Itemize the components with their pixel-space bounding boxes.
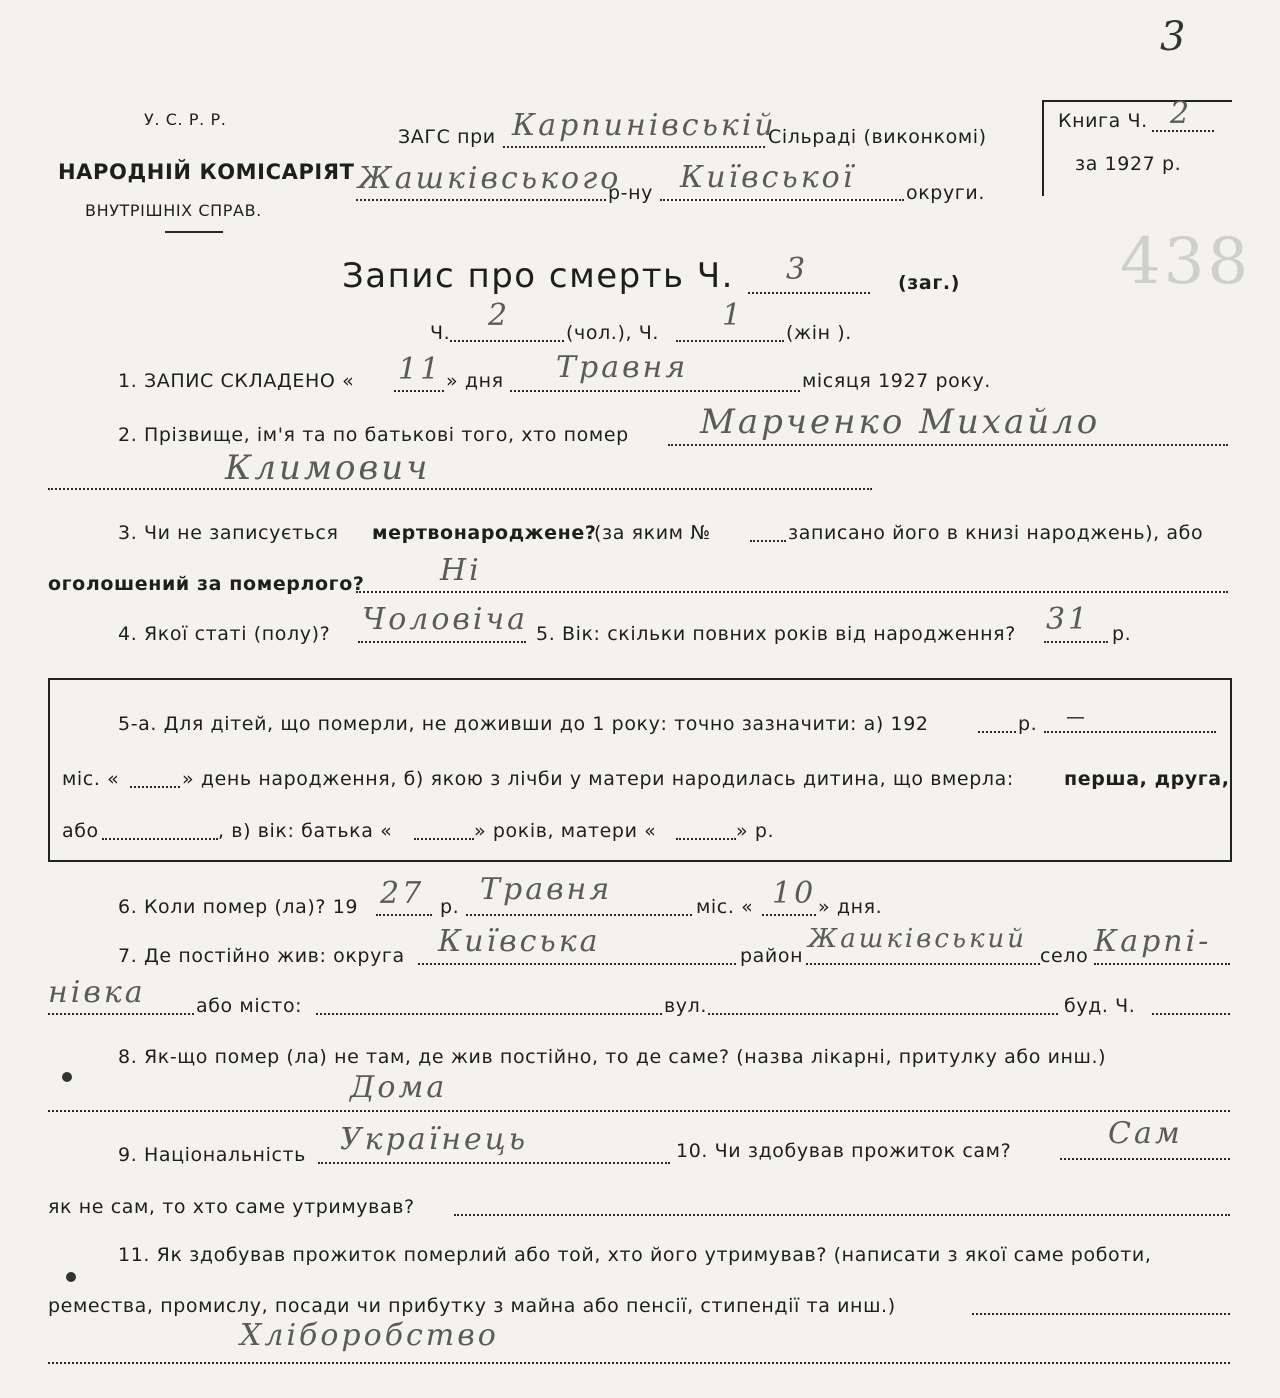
f10-self-line bbox=[1060, 1158, 1230, 1160]
female-count-handwriting: 1 bbox=[722, 298, 745, 333]
f7-okruha-handwriting: Київська bbox=[438, 924, 601, 959]
zags-prefix: ЗАГС при bbox=[398, 126, 496, 148]
f4-sex-line bbox=[358, 641, 526, 643]
f10-who-label: як не сам, то хто саме утримував? bbox=[48, 1196, 415, 1218]
zags-suffix: Сільраді (виконкомі) bbox=[768, 126, 987, 148]
f3-stillborn: мертвонароджене? bbox=[372, 522, 597, 544]
f3-answer-line bbox=[356, 591, 1228, 593]
f3-suffix: записано його в книзі народжень), або bbox=[788, 522, 1204, 544]
margin-pencil-number: 438 bbox=[1120, 225, 1252, 299]
f2-name-handwriting: Марченко Михайло bbox=[700, 402, 1101, 442]
f6-dnia: » дня. bbox=[818, 896, 883, 918]
record-number-handwriting: 3 bbox=[786, 252, 809, 287]
f2-name-line bbox=[668, 444, 1228, 446]
f5a-dash: — bbox=[1066, 706, 1086, 728]
female-label: (жін ). bbox=[786, 322, 852, 344]
f5a-r1: р. bbox=[1018, 713, 1038, 735]
f2-name2-handwriting: Климович bbox=[225, 448, 431, 488]
book-box-top bbox=[1042, 100, 1232, 102]
f5a-mother-line bbox=[676, 838, 736, 840]
f5a-abo: або bbox=[62, 820, 99, 842]
male-label: (чол.), Ч. bbox=[566, 322, 660, 344]
f10-self-handwriting: Сам bbox=[1108, 1116, 1183, 1151]
district-line bbox=[356, 199, 606, 201]
f1-day-line bbox=[394, 390, 444, 392]
f3-mid: (за яким № bbox=[594, 522, 711, 544]
f4-sex-handwriting: Чоловіча bbox=[362, 602, 529, 637]
f1-suffix: місяця 1927 року. bbox=[802, 370, 991, 392]
f9-nat-handwriting: Українець bbox=[340, 1122, 529, 1157]
f2-name-line-2 bbox=[48, 488, 872, 490]
f1-mid: » дня bbox=[446, 370, 504, 392]
male-count-handwriting: 2 bbox=[488, 298, 511, 333]
f6-mis: міс. « bbox=[696, 896, 754, 918]
f9-label: 9. Національність bbox=[118, 1144, 306, 1166]
f6-day-handwriting: 10 bbox=[772, 876, 817, 911]
book-year: за 1927 р. bbox=[1075, 153, 1182, 175]
f10-who-line bbox=[454, 1214, 1230, 1216]
f7-label: 7. Де постійно жив: округа bbox=[118, 945, 405, 967]
f7-raion-line bbox=[806, 963, 1040, 965]
f5a-year-line bbox=[978, 731, 1016, 733]
f6-year-handwriting: 27 bbox=[380, 876, 425, 911]
f7-selo-handwriting: Карпі- bbox=[1094, 924, 1212, 959]
okruha-handwriting: Київської bbox=[680, 160, 856, 195]
f5a-day-line bbox=[130, 786, 180, 788]
f7-selo-line bbox=[1094, 963, 1230, 965]
f8-label: 8. Як-що помер (ла) не там, де жив постійно, то де саме? (назва лікарні, притулку або инш.) bbox=[118, 1046, 1107, 1068]
rnu-label: р-ну bbox=[608, 182, 653, 204]
record-number-line bbox=[748, 292, 870, 294]
header-divider bbox=[165, 231, 223, 233]
f7-okruha-line bbox=[418, 963, 736, 965]
f3-number-line bbox=[750, 540, 786, 542]
book-number-handwriting: 2 bbox=[1170, 96, 1193, 131]
punch-hole-mark bbox=[62, 1072, 72, 1082]
f7-selo-line-2 bbox=[48, 1013, 194, 1015]
f7-abo-misto: або місто: bbox=[196, 995, 303, 1017]
f7-vul: вул. bbox=[664, 995, 708, 1017]
f2-label: 2. Прізвище, ім'я та по батькові того, хто помер bbox=[118, 424, 629, 446]
f11-answer-line bbox=[972, 1313, 1230, 1315]
f11-line2: ремества, промислу, посади чи прибутку з майна або пенсії, стипендії та инш.) bbox=[48, 1295, 896, 1317]
f6-month-line bbox=[466, 914, 692, 916]
f9-nat-line bbox=[318, 1162, 670, 1164]
f5a-line3a: , в) вік: батька « bbox=[218, 820, 393, 842]
ch-label: Ч. bbox=[430, 322, 451, 344]
book-label: Книга Ч. bbox=[1058, 110, 1148, 132]
f5-age-line bbox=[1044, 641, 1108, 643]
zags-village-line bbox=[503, 146, 765, 148]
f1-day-handwriting: 11 bbox=[398, 352, 443, 387]
corner-page-number: 3 bbox=[1160, 14, 1189, 60]
f3-answer-handwriting: Ні bbox=[440, 553, 482, 588]
f5a-line1: 5-а. Для дітей, що померли, не доживши до 1 року: точно зазначити: а) 192 bbox=[118, 713, 929, 735]
f3-declared: оголошений за померлого? bbox=[48, 573, 365, 595]
f5-age-label: 5. Вік: скільки повних років від народження? bbox=[536, 623, 1016, 645]
punch-hole-mark bbox=[66, 1272, 76, 1282]
f1-prefix: 1. ЗАПИС СКЛАДЕНО « bbox=[118, 370, 355, 392]
f5a-first: перша, друга, bbox=[1064, 768, 1230, 790]
f5a-order-line bbox=[102, 838, 218, 840]
f5a-line2: » день народження, б) якою з лічби у матери народилась дитина, що вмерла: bbox=[182, 768, 1014, 790]
f11-line1: 11. Як здобував прожиток померлий або той, хто його утримував? (написати з якої саме роботи, bbox=[118, 1244, 1152, 1266]
republic-label: У. С. Р. Р. bbox=[144, 110, 227, 129]
f7-selo2-handwriting: нівка bbox=[48, 975, 146, 1010]
f6-label: 6. Коли помер (ла)? 19 bbox=[118, 896, 359, 918]
f7-raion-handwriting: Жашківський bbox=[808, 924, 1028, 954]
f5-r-label: р. bbox=[1112, 623, 1132, 645]
f11-answer-line-2 bbox=[48, 1362, 1230, 1364]
book-box-border bbox=[1042, 100, 1044, 196]
f7-misto-line bbox=[316, 1013, 662, 1015]
f5a-line3c: » р. bbox=[736, 820, 775, 842]
f5a-month-line bbox=[1044, 731, 1216, 733]
f7-raion: район bbox=[740, 945, 804, 967]
f10-label: 10. Чи здобував прожиток сам? bbox=[676, 1140, 1012, 1162]
f4-label: 4. Якої статі (полу)? bbox=[118, 623, 331, 645]
female-count-line bbox=[676, 340, 784, 342]
f7-bud: буд. Ч. bbox=[1064, 995, 1136, 1017]
f7-bud-line bbox=[1152, 1013, 1230, 1015]
f1-month-handwriting: Травня bbox=[556, 350, 689, 385]
zag-label: (заг.) bbox=[898, 272, 960, 294]
f6-month-handwriting: Травня bbox=[480, 872, 613, 907]
f5-age-handwriting: 31 bbox=[1046, 602, 1091, 637]
f7-vul-line bbox=[708, 1013, 1058, 1015]
f5a-mis: міс. « bbox=[62, 768, 120, 790]
f8-answer-handwriting: Дома bbox=[350, 1070, 448, 1105]
f5a-line3b: » років, матери « bbox=[474, 820, 657, 842]
f6-day-line bbox=[762, 914, 816, 916]
f7-selo: село bbox=[1040, 945, 1089, 967]
f5a-father-line bbox=[414, 838, 474, 840]
record-title: Запис про смерть Ч. bbox=[342, 256, 734, 296]
male-count-line bbox=[450, 340, 564, 342]
f1-month-line bbox=[510, 390, 800, 392]
okruha-line bbox=[660, 199, 904, 201]
f6-r: р. bbox=[440, 896, 460, 918]
okruhy-label: округи. bbox=[906, 182, 985, 204]
zags-village-handwriting: Карпинівській bbox=[512, 108, 777, 143]
district-handwriting: Жашківського bbox=[358, 161, 622, 196]
f3-prefix: 3. Чи не записується bbox=[118, 522, 339, 544]
f11-answer-handwriting: Хліборобство bbox=[240, 1318, 499, 1353]
commissariat-label: НАРОДНІЙ КОМІСАРІЯТ bbox=[58, 160, 355, 184]
f8-answer-line bbox=[48, 1110, 1230, 1112]
f6-year-line bbox=[376, 914, 432, 916]
department-label: ВНУТРІШНІХ СПРАВ. bbox=[85, 201, 262, 220]
